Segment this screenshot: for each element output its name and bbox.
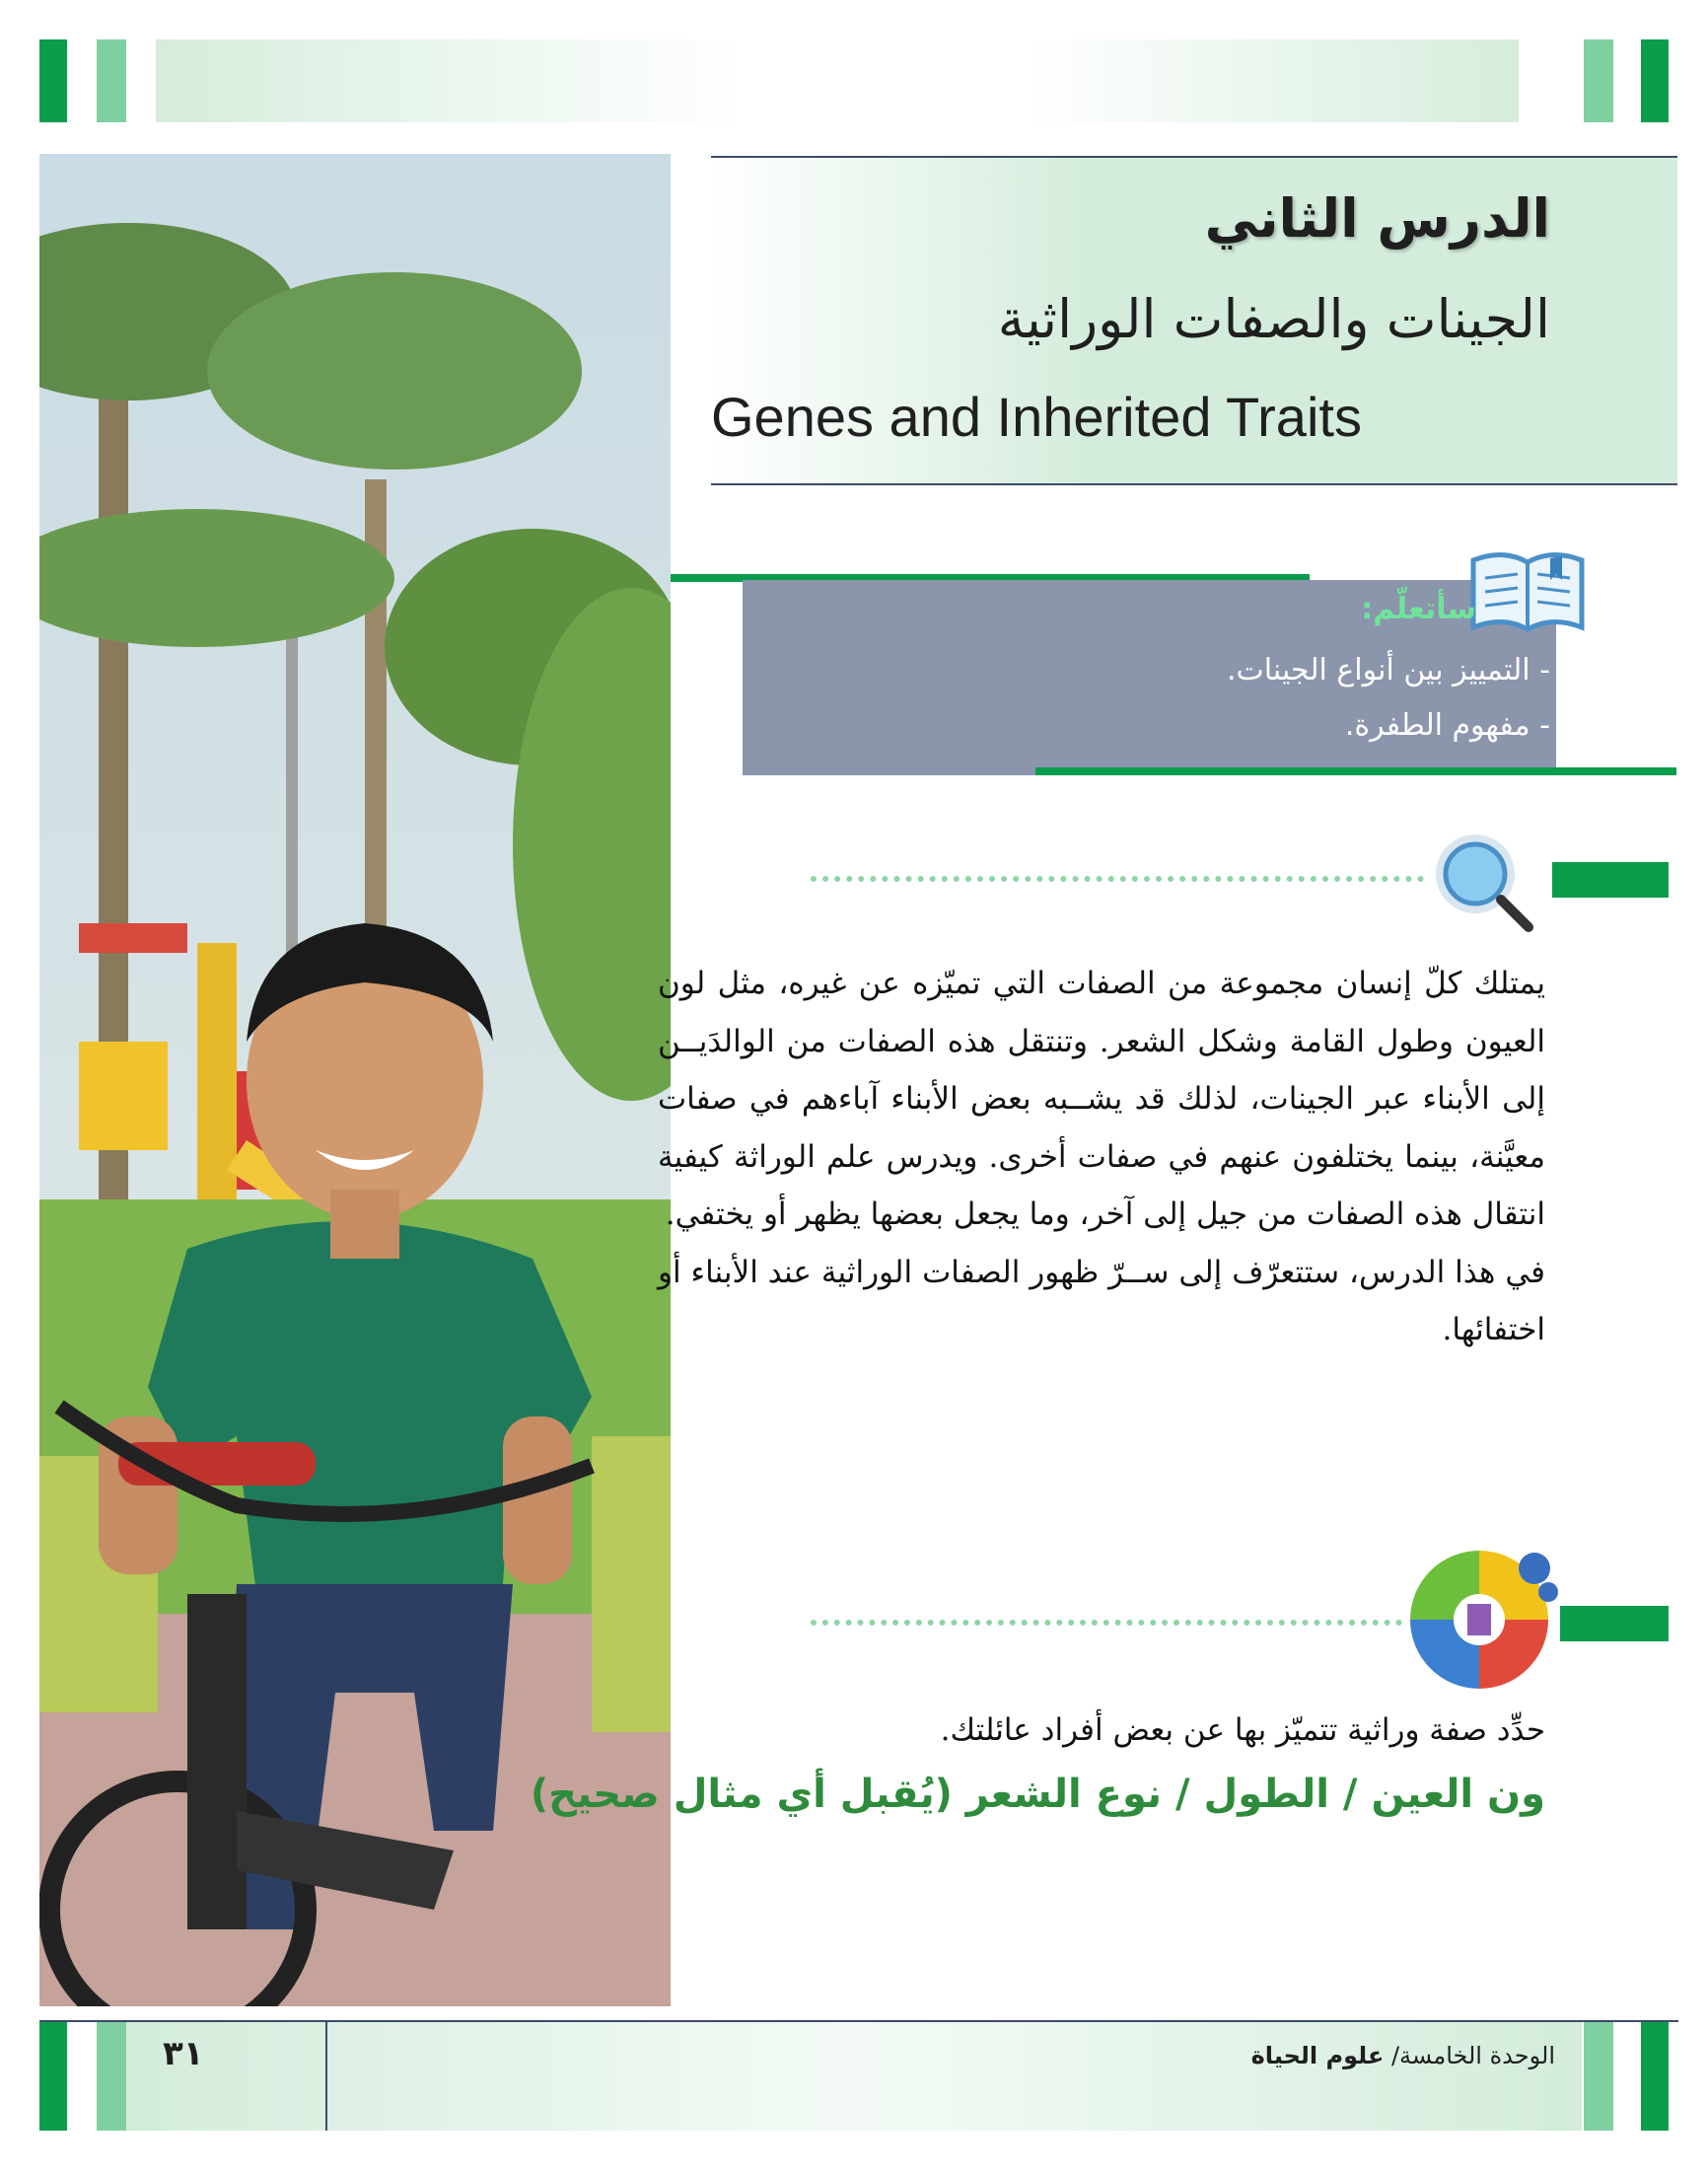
header-bar-light-right: [1584, 39, 1613, 122]
intro-paragraph-1: يمتلك كلّ إنسان مجموعة من الصفات التي تميّزه عن غيره، مثل لون العيون وطول القامة وشكل الشعر. وتنتقل هذه الصفات من الوالدَيــن إلى الأبناء عبر الجينات، لذلك قد يشــبه بعض الأبناء آباءهم في صفات معيَّنة، بينما يختلفون عنهم في صفات أخرى. ويدرس علم الوراثة كيفية انتقال هذه الصفات من جيل إلى آخر، وما يجعل بعضها يظهر أو يختفي.: [658, 966, 1545, 1232]
activity-cycle-icon: [1400, 1541, 1558, 1699]
header-bar-dark-left: [39, 39, 67, 122]
footer-bar-dark-left: [39, 2022, 67, 2131]
explore-green-tab: [1552, 862, 1669, 898]
boy-on-bicycle-photo: [39, 154, 671, 2006]
open-book-icon: [1463, 541, 1592, 639]
objective-item: - التمييز بين أنواع الجينات.: [1226, 653, 1550, 688]
footer-bar-dark-right: [1641, 2022, 1669, 2131]
title-rule-bottom: [711, 483, 1677, 485]
objectives-heading: سأتعلّم:: [1361, 592, 1476, 626]
title-rule-top: [711, 156, 1677, 158]
intro-paragraph-2: في هذا الدرس، ستتعرّف إلى ســرّ ظهور الصفات الوراثية عند الأبناء أو اختفائها.: [658, 1254, 1545, 1347]
explore-dotted-line: [811, 876, 1424, 882]
footer-band: [122, 2022, 1582, 2131]
activity-dotted-line: [811, 1620, 1402, 1626]
magnifier-icon: [1426, 825, 1542, 941]
lesson-title-en: Genes and Inherited Traits: [711, 386, 1362, 448]
unit-label: [1251, 2042, 1555, 2069]
objectives-bottom-line: [1035, 767, 1676, 775]
lesson-title-ar: الجينات والصفات الوراثية: [997, 288, 1550, 350]
activity-green-tab: [1560, 1606, 1669, 1641]
activity-prompt: حدِّد صفة وراثية تتميّز بها عن بعض أفراد عائلتك.: [940, 1712, 1545, 1748]
subject-name: علوم الحياة: [1250, 2042, 1385, 2069]
page-number: ٣١: [163, 2034, 204, 2073]
activity-answer: ون العين / الطول / نوع الشعر (يُقبل أي مثال صحيح): [530, 1772, 1545, 1817]
intro-text: [658, 955, 1545, 1359]
header-bar-light-left: [97, 39, 126, 122]
header-band-left: [156, 39, 747, 122]
objective-item: - مفهوم الطفرة.: [1344, 708, 1550, 743]
unit-name: الوحدة الخامسة/: [1384, 2042, 1555, 2069]
header-band-right: [1026, 39, 1519, 122]
header-bar-dark-right: [1641, 39, 1669, 122]
footer-bar-light-right: [1584, 2022, 1613, 2131]
footer-divider: [325, 2022, 327, 2131]
lesson-number-label: الدرس الثاني: [1204, 187, 1550, 250]
footer-bar-light-left: [97, 2022, 126, 2131]
